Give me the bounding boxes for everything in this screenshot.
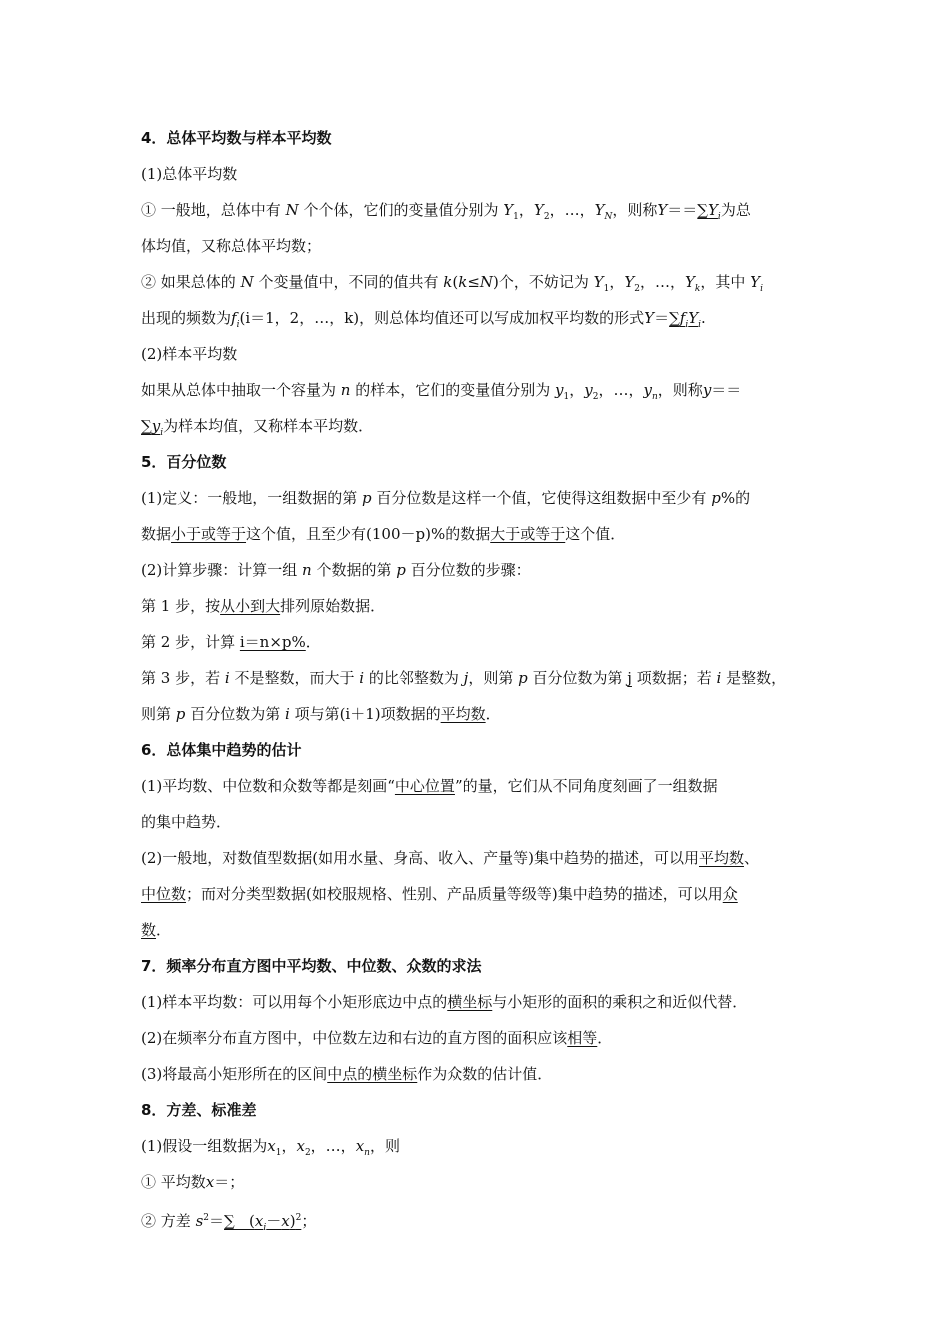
section-5-step2: 第 2 步，计算 i＝n×p%． — [141, 633, 321, 651]
section-5-step3-cont: 则第 p 百分位数为第 i 项与第(i＋1)项数据的平均数． — [141, 705, 501, 723]
section-6-heading: 6．总体集中趋势的估计 — [141, 741, 302, 759]
section-8-mean: ① 平均数x＝； — [141, 1173, 245, 1191]
section-4-para4: 如果从总体中抽取一个容量为 n 的样本，它们的变量值分别为 $y_1$，$y_2$，…，$y_n$，则称y＝＝ — [141, 381, 742, 402]
section-5-para2: 数据小于或等于这个值，且至少有(100－p)%的数据大于或等于这个值． — [141, 525, 626, 543]
section-4-heading: 4．总体平均数与样本平均数 — [141, 129, 332, 147]
section-7-para2: (2)在频率分布直方图中，中位数左边和右边的直方图的面积应该相等． — [141, 1029, 613, 1047]
section-4-para3: 出现的频数为$f_i(i=1$，2，…，k)，则总体均值还可以写成加权平均数的形式$Y=\sum f_iY_i$. — [141, 309, 706, 330]
section-5-para1: (1)定义：一般地，一组数据的第 p 百分位数是这样一个值，它使得这组数据中至少有 p%的 — [141, 489, 751, 507]
section-4-para2: ② 如果总体的 N 个变量值中，不同的值共有 k(k≤N)个，不妨记为 $Y_1$，$Y_2$，…，$Y_k$，其中 $Y_i$ — [141, 273, 763, 294]
section-6-para2-cont: 中位数；而对分类型数据(如校服规格、性别、产品质量等级等)集中趋势的描述，可以用众 — [141, 885, 738, 903]
section-8-para1: (1)假设一组数据为$x_1$，$x_2$，…，$x_n$，则 — [141, 1137, 400, 1158]
section-4-para1-cont: 体均值，又称总体平均数； — [141, 237, 322, 255]
section-6-para1-cont: 的集中趋势． — [141, 813, 232, 831]
section-8-variance: ② 方差 $s^2=\sum$ $(x_i-x)^2$； — [141, 1212, 317, 1233]
section-6-para1: (1)平均数、中位数和众数等都是刻画“中心位置”的量，它们从不同角度刻画了一组数据 — [141, 777, 718, 795]
section-7-para1: (1)样本平均数：可以用每个小矩形底边中点的横坐标与小矩形的面积的乘积之和近似代替． — [141, 993, 748, 1011]
section-4-para1: ① 一般地，总体中有 N 个个体，它们的变量值分别为 $Y_1$，$Y_2$，…，$Y_N$，则称$Y==\sum Y_i$为总 — [141, 201, 751, 222]
document-page — [141, 120, 831, 1236]
section-5-step3: 第 3 步，若 i 不是整数，而大于 i 的比邻整数为 j，则第 p 百分位数为第 j 项数据；若 i 是整数， — [141, 669, 787, 687]
section-7-heading: 7．频率分布直方图中平均数、中位数、众数的求法 — [141, 957, 482, 975]
section-4-para5: $\sum y_i$为样本均值，又称样本平均数． — [141, 417, 374, 438]
section-5-para3: (2)计算步骤：计算一组 n 个数据的第 p 百分位数的步骤： — [141, 561, 531, 579]
section-5-heading: 5．百分位数 — [141, 453, 227, 471]
section-4-sub1: (1)总体平均数 — [141, 165, 238, 183]
section-6-para2-end: 数． — [141, 921, 172, 939]
section-4-sub2: (2)样本平均数 — [141, 345, 238, 363]
section-5-step1: 第 1 步，按从小到大排列原始数据． — [141, 597, 386, 615]
section-8-heading: 8．方差、标准差 — [141, 1101, 257, 1119]
section-6-para2: (2)一般地，对数值型数据(如用水量、身高、收入、产量等)集中趋势的描述，可以用平均数、 — [141, 849, 759, 867]
section-7-para3: (3)将最高小矩形所在的区间中点的横坐标作为众数的估计值． — [141, 1065, 553, 1083]
